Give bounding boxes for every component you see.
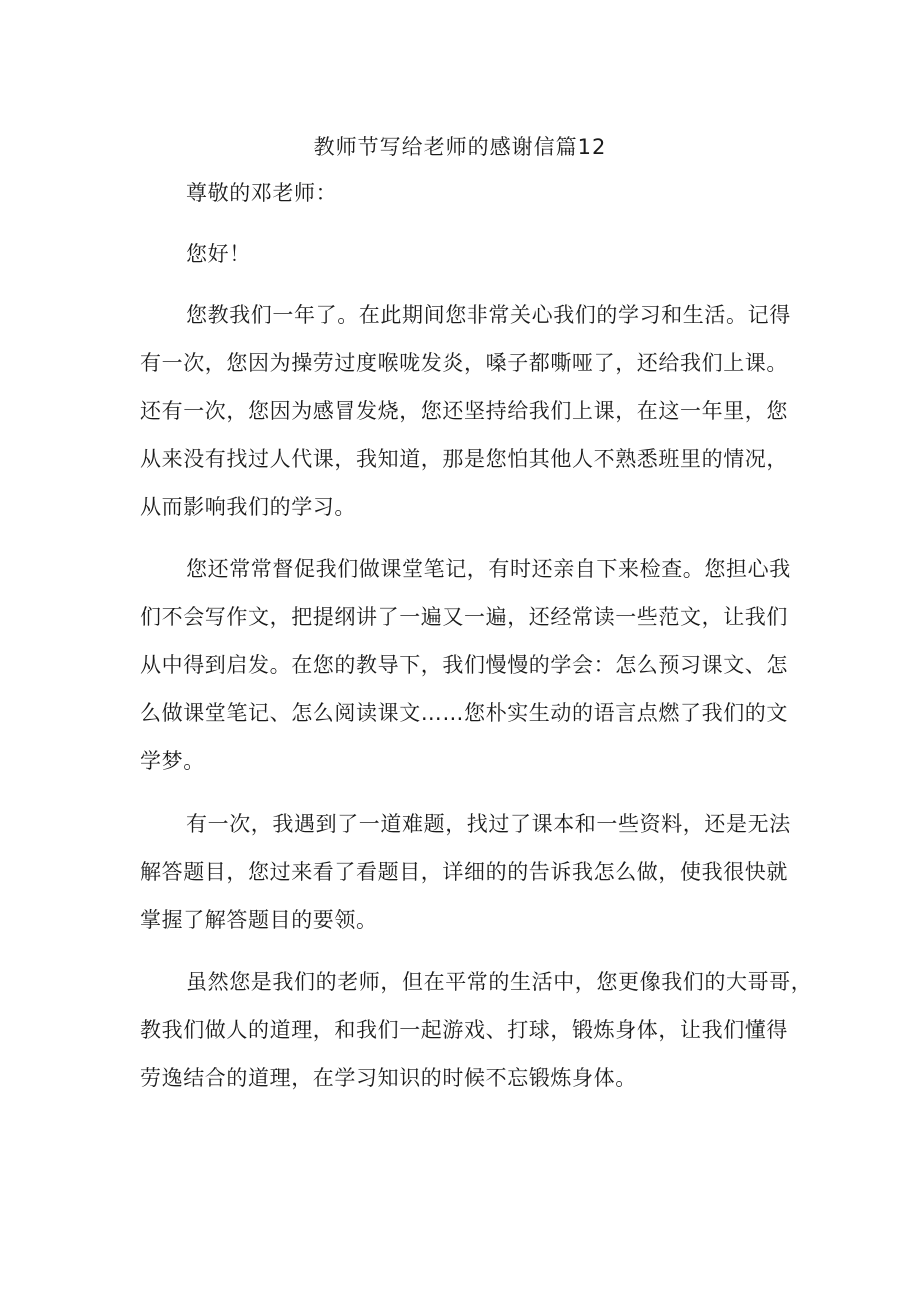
salutation: 尊敬的邓老师：	[186, 181, 338, 205]
paragraph-3-line-1: 有一次，我遇到了一道难题，找过了课本和一些资料，还是无法	[186, 812, 791, 836]
paragraph-2-line-5: 学梦。	[140, 749, 205, 773]
paragraph-1-line-1: 您教我们一年了。在此期间您非常关心我们的学习和生活。记得	[186, 303, 791, 327]
greeting: 您好！	[186, 242, 251, 266]
document-title: 教师节写给老师的感谢信篇12	[313, 135, 607, 159]
paragraph-1-line-2: 有一次，您因为操劳过度喉咙发炎，嗓子都嘶哑了，还给我们上课。	[140, 351, 788, 375]
paragraph-4-line-2: 教我们做人的道理，和我们一起游戏、打球，锻炼身体，让我们懂得	[140, 1018, 788, 1042]
paragraph-2-line-1: 您还常常督促我们做课堂笔记，有时还亲自下来检查。您担心我	[186, 557, 791, 581]
paragraph-3-line-3: 掌握了解答题目的要领。	[140, 908, 378, 932]
paragraph-3-line-2: 解答题目，您过来看了看题目，详细的的告诉我怎么做，使我很快就	[140, 860, 788, 884]
paragraph-1-line-4: 从来没有找过人代课，我知道，那是您怕其他人不熟悉班里的情况，	[140, 447, 788, 471]
paragraph-1-line-3: 还有一次，您因为感冒发烧，您还坚持给我们上课，在这一年里，您	[140, 399, 788, 423]
paragraph-2-line-4: 么做课堂笔记、怎么阅读课文……您朴实生动的语言点燃了我们的文	[140, 701, 788, 725]
paragraph-1-line-5: 从而影响我们的学习。	[140, 495, 356, 519]
paragraph-2-line-3: 从中得到启发。在您的教导下，我们慢慢的学会：怎么预习课文、怎	[140, 653, 788, 677]
paragraph-4-line-3: 劳逸结合的道理，在学习知识的时候不忘锻炼身体。	[140, 1066, 637, 1090]
paragraph-2-line-2: 们不会写作文，把提纲讲了一遍又一遍，还经常读一些范文，让我们	[140, 605, 788, 629]
paragraph-4-line-1: 虽然您是我们的老师，但在平常的生活中，您更像我们的大哥哥，	[186, 970, 813, 994]
